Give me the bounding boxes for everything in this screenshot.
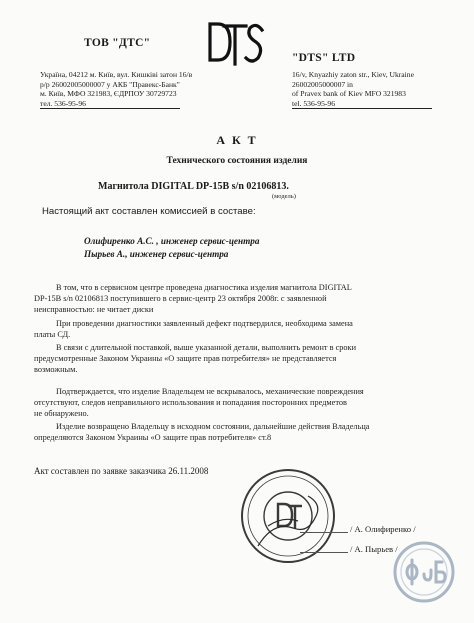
paragraph-diagnostics — [34, 282, 444, 315]
address-line: Україна, 04212 м. Київ, вул. Кишківі затон 16/в — [40, 70, 193, 79]
text-line: предусмотренные Законом Украины «О защите прав потребителя» не представляется — [34, 354, 337, 364]
text-line: В связи с длительной поставкой, выше указанной детали, выполнить ремонт в сроки — [56, 343, 357, 352]
text-line: платы СД. — [34, 330, 71, 340]
header-rule-left — [40, 108, 180, 109]
company-name-en: "DTS" LTD — [292, 52, 356, 64]
text-line: неисправностью: не читает диски — [34, 305, 154, 315]
address-line: 16/v, Knyazhiy zaton str., Kiev, Ukraine — [292, 70, 414, 79]
company-address-en — [292, 70, 414, 108]
text-line: возможным. — [34, 365, 78, 375]
text-line: не обнаружено. — [34, 409, 89, 419]
commission-line: Настоящий акт составлен комиссией в составе: — [42, 206, 256, 217]
fib-corner-logo — [392, 540, 456, 604]
company-name-ua: ТОВ "ДТС" — [84, 37, 151, 49]
text-line: Подтверждается, что изделие Владельцем не вскрывалось, механические повреждения — [56, 387, 364, 396]
dts-logo — [206, 16, 266, 68]
text-line: При проведении диагностики заявленный дефект подтвердился, необходима замена — [56, 319, 353, 328]
text-line: DP-15B s/n 02106813 поступившего в сервис-центр 23 октября 2008г. с заявленной — [34, 294, 327, 304]
signature-line-2 — [300, 552, 348, 553]
address-line: м. Київ, МФО 321983, ЄДРПОУ 30729723 — [40, 89, 177, 99]
model-note: (модель) — [272, 193, 296, 200]
signature-line-1 — [300, 532, 348, 533]
text-line: отсутствуют, следов неправильного использования и попадания посторонних предметов — [34, 398, 347, 408]
address-line: 26002005000007 in — [292, 79, 353, 89]
device-model: DIGITAL DP-15B — [151, 181, 230, 192]
device-serial: s/n 02106813. — [229, 181, 289, 192]
company-address-ua — [40, 70, 192, 108]
signature-name-2: / А. Пырьев / — [350, 544, 398, 554]
member-2: Пырьев А., инженер сервис-центра — [84, 249, 229, 259]
document-subtitle: Технического состояния изделия — [166, 156, 308, 166]
address-line: тел. 536-95-96 — [40, 98, 86, 108]
date-line: Акт составлен по заявке заказчика 26.11.2008 — [34, 466, 209, 476]
paragraph-defect — [34, 318, 444, 340]
text-line: Изделие возвращено Владельцу в исходном состоянии, дальнейшие действия Владельца — [56, 422, 370, 431]
company-seal-stamp — [238, 466, 338, 566]
device-line — [98, 181, 289, 192]
paragraph-return — [34, 421, 444, 443]
address-line: р/р 26002005000007 у АКБ "Правекс-Банк" — [40, 79, 180, 89]
address-line: of Pravex bank of Kiev MFO 321983 — [292, 89, 406, 99]
header-rule-right — [292, 108, 432, 109]
paragraph-confirmation — [34, 386, 444, 419]
address-line: tel. 536-95-96 — [292, 98, 336, 108]
device-prefix: Магнитола — [98, 181, 152, 192]
paragraph-delay — [34, 342, 444, 375]
document-title: А К Т — [216, 133, 258, 147]
signature-name-1: / А. Олифиренко / — [350, 524, 416, 534]
member-1: Олифиренко А.С. , инженер сервис-центра — [84, 236, 260, 246]
text-line: В том, что в сервисном центре проведена диагностика изделия магнитола DIGITAL — [56, 283, 352, 292]
text-line: определяются Законом Украины «О защите прав потребителя» ст.8 — [34, 433, 272, 443]
